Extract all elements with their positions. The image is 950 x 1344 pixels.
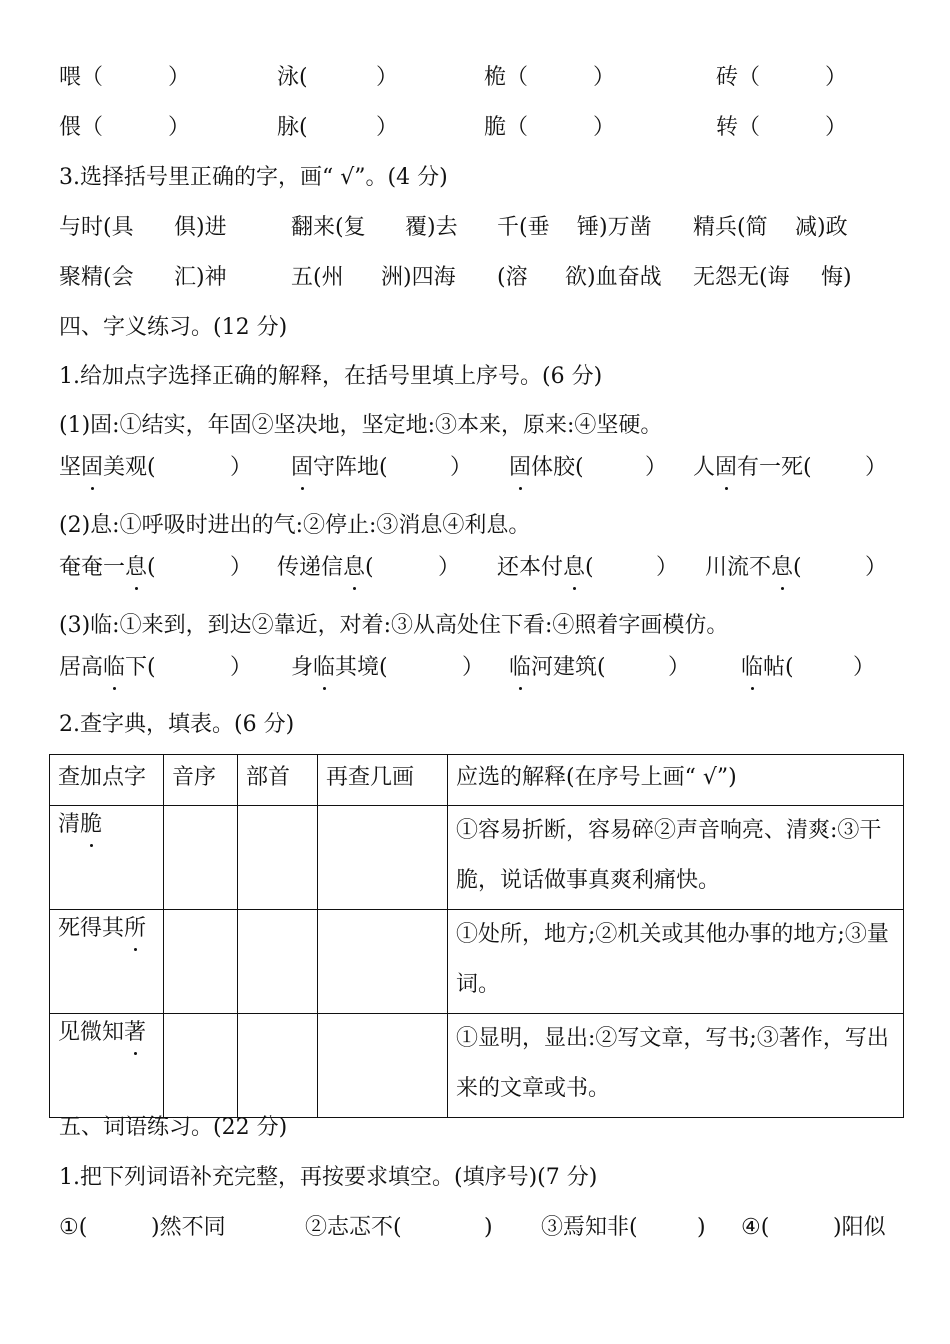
dotted-char: 息 [563,552,585,584]
word-item: 固体胶( [509,452,584,484]
option-right: 悔) [821,265,852,290]
option-left: 与时(具 [59,215,134,240]
table-row [50,1014,904,1118]
paren-close: ） [450,455,473,480]
idiom-item: ) [484,1215,493,1240]
paren-close: ） [593,65,616,90]
answer-cell-bushou[interactable] [238,806,318,910]
word-item: 奄奄一息( [59,552,156,584]
answer-cell-strokes[interactable] [318,806,448,910]
paren-close: ） [462,655,485,680]
table-row [50,910,904,1014]
char-item: 砖（ [716,65,761,90]
option-left: 聚精(会 [59,265,134,290]
section5-heading: 五、词语练习。(22 分) [59,1115,288,1140]
option-right: 减)政 [795,215,848,240]
idiom-item: ④( [741,1215,770,1240]
option-left: 五(州 [291,265,344,290]
char-item: 脉( [277,115,308,140]
idiom-item: ①( [59,1215,88,1240]
paren-close: ） [168,65,191,90]
paren-close: ） [853,655,876,680]
paren-close: ） [825,65,848,90]
q3-title: 3.选择括号里正确的字，画“ √”。(4 分) [59,165,448,190]
paren-close: ） [230,455,253,480]
header-cell: 查加点字 [50,755,164,806]
option-right: 欲)血奋战 [565,265,662,290]
option-left: 翻来(复 [291,215,366,240]
dotted-char: 脆 [80,809,102,841]
header-cell: 应选的解释(在序号上画“ √”) [448,755,904,806]
char-item: 桅（ [484,65,529,90]
dotted-char: 固 [81,452,103,484]
idiom-item: )阳似 [833,1215,886,1240]
paren-close: ） [376,65,399,90]
word-item: 坚固美观( [59,452,156,484]
paren-close: ） [230,555,253,580]
dotted-char: 固 [509,452,531,484]
option-right: 俱)进 [174,215,227,240]
dotted-char: 临 [103,652,125,684]
word-item: 临帖( [741,652,794,684]
dotted-char: 著 [124,1017,146,1049]
p2-definition: (2)息:①呼吸时进出的气:②停止:③消息④利息。 [59,513,531,538]
answer-cell-strokes[interactable] [318,1014,448,1118]
paren-close: ） [865,455,888,480]
dotted-char: 息 [343,552,365,584]
word-item: 居高临下( [59,652,156,684]
answer-cell-strokes[interactable] [318,910,448,1014]
dotted-char: 临 [509,652,531,684]
explanation-cell[interactable]: ①显明，显出:②写文章，写书;③著作，写出来的文章或书。 [448,1014,904,1118]
idiom-item: )然不同 [151,1215,226,1240]
answer-cell-bushou[interactable] [238,910,318,1014]
char-item: 转（ [716,115,761,140]
idiom-item: ②志忑不( [305,1215,402,1240]
dictionary-table [49,754,904,1118]
dotted-char: 息 [771,552,793,584]
word-cell: 见微知著 [50,1014,164,1118]
section4-q1-title: 1.给加点字选择正确的解释，在括号里填上序号。(6 分) [59,364,603,389]
answer-cell-yinxu[interactable] [164,806,238,910]
answer-cell-yinxu[interactable] [164,910,238,1014]
idiom-item: ) [697,1215,706,1240]
char-item: 泳( [277,65,308,90]
paren-close: ） [593,115,616,140]
dotted-char: 临 [741,652,763,684]
paren-close: ） [656,555,679,580]
option-right: 锤)万凿 [577,215,652,240]
paren-close: ） [168,115,191,140]
char-item: 脆（ [484,115,529,140]
paren-close: ） [645,455,668,480]
table-row [50,806,904,910]
dotted-char: 息 [125,552,147,584]
dotted-char: 固 [291,452,313,484]
word-cell: 死得其所 [50,910,164,1014]
paren-close: ） [230,655,253,680]
section4-q2-title: 2.查字典，填表。(6 分) [59,712,295,737]
header-cell: 部首 [238,755,318,806]
paren-close: ） [865,555,888,580]
option-left: 无怨无(诲 [693,265,790,290]
explanation-cell[interactable]: ①容易折断，容易碎②声音响亮、清爽:③干脆，说话做事真爽利痛快。 [448,806,904,910]
option-left: 千(垂 [497,215,550,240]
dotted-char: 所 [124,913,146,945]
dotted-char: 固 [715,452,737,484]
section5-q1-title: 1.把下列词语补充完整，再按要求填空。(填序号)(7 分) [59,1165,598,1190]
char-item: 偎（ [59,115,104,140]
word-cell: 清脆 [50,806,164,910]
option-right: 洲)四海 [381,265,456,290]
option-right: 覆)去 [405,215,458,240]
paren-close: ） [825,115,848,140]
option-right: 汇)神 [174,265,227,290]
option-left: 精兵(简 [693,215,768,240]
char-item: 喂（ [59,65,104,90]
word-item: 身临其境( [291,652,388,684]
p3-definition: (3)临:①来到，到达②靠近，对着:③从高处住下看:④照着字画模仿。 [59,613,729,638]
idiom-item: ③焉知非( [541,1215,638,1240]
option-left: (溶 [497,265,528,290]
paren-close: ） [668,655,691,680]
answer-cell-bushou[interactable] [238,1014,318,1118]
word-item: 传递信息( [277,552,374,584]
paren-close: ） [438,555,461,580]
table-header-row [50,755,904,806]
word-item: 还本付息( [497,552,594,584]
paren-close: ） [376,115,399,140]
word-item: 川流不息( [705,552,802,584]
header-cell: 再查几画 [318,755,448,806]
word-item: 固守阵地( [291,452,388,484]
dotted-char: 临 [313,652,335,684]
explanation-cell[interactable]: ①处所，地方;②机关或其他办事的地方;③量词。 [448,910,904,1014]
header-cell: 音序 [164,755,238,806]
section4-heading: 四、字义练习。(12 分) [59,315,288,340]
p1-definition: (1)固:①结实，年固②坚决地，坚定地:③本来，原来:④坚硬。 [59,413,663,438]
answer-cell-yinxu[interactable] [164,1014,238,1118]
word-item: 人固有一死( [693,452,812,484]
word-item: 临河建筑( [509,652,606,684]
